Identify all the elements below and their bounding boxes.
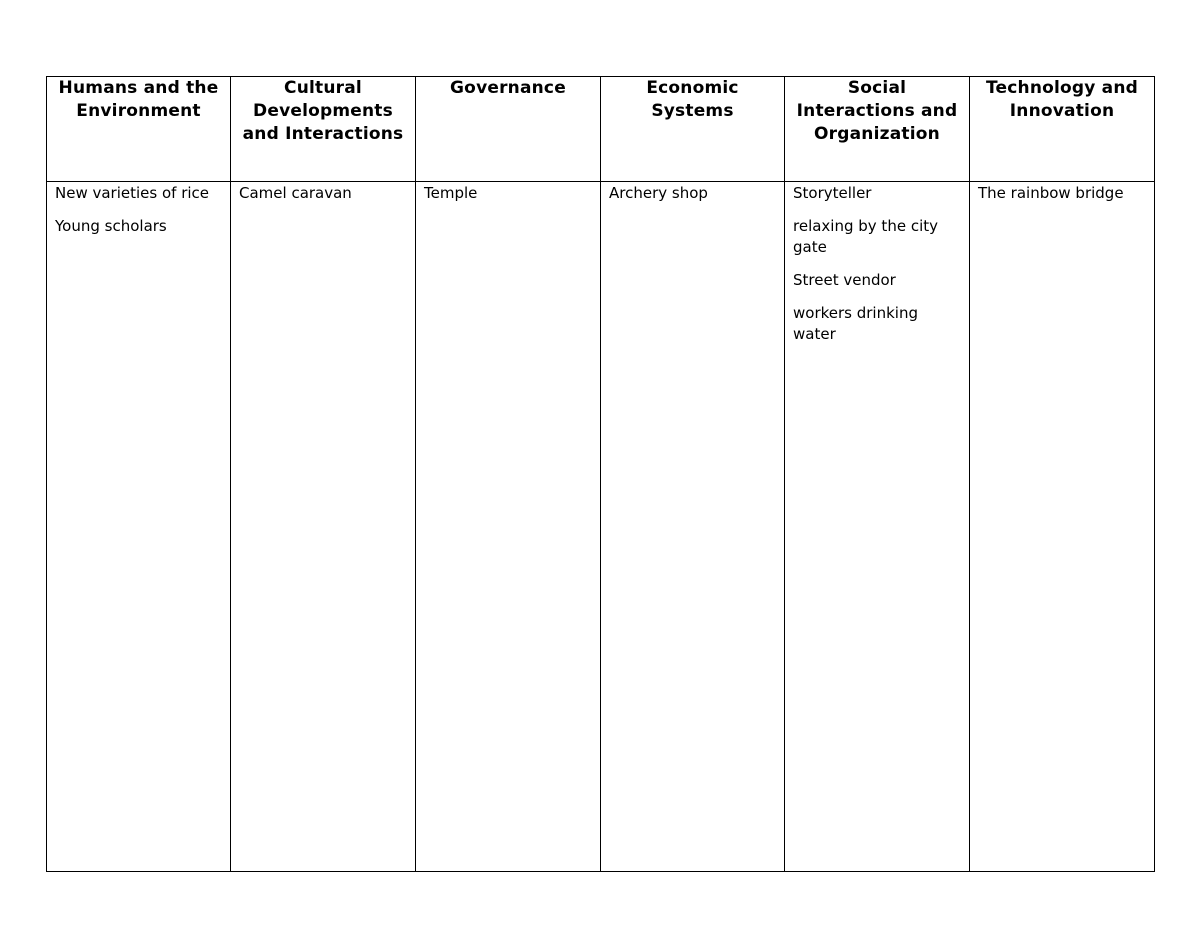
header-social-interactions: Social Interactions and Organization <box>785 77 970 182</box>
header-row <box>47 77 1155 182</box>
table-bottom-rule <box>46 871 1155 872</box>
cell-social-interactions <box>785 182 970 872</box>
list-item: Camel caravan <box>239 184 352 202</box>
list-item: Storyteller <box>793 184 872 202</box>
cell-technology-innovation <box>970 182 1155 872</box>
header-cultural-developments: Cultural Developments and Interactions <box>231 77 416 182</box>
cell-cultural-developments <box>231 182 416 872</box>
table-row <box>47 182 1155 872</box>
list-item: relaxing by the city gate <box>793 217 938 256</box>
cell-humans-environment <box>47 182 231 872</box>
list-item: Young scholars <box>55 217 167 235</box>
header-economic-systems: Economic Systems <box>601 77 785 182</box>
list-item: The rainbow bridge <box>978 184 1124 202</box>
header-technology-innovation: Technology and Innovation <box>970 77 1155 182</box>
list-item: workers drinking water <box>793 304 918 343</box>
header-governance: Governance <box>416 77 601 182</box>
list-item: Temple <box>424 184 478 202</box>
cell-governance <box>416 182 601 872</box>
list-item: New varieties of rice <box>55 184 210 202</box>
list-item: Street vendor <box>793 271 896 289</box>
cell-economic-systems <box>601 182 785 872</box>
header-humans-environment: Humans and the Environment <box>47 77 231 182</box>
list-item: Archery shop <box>609 184 708 202</box>
themes-table <box>46 76 1155 872</box>
